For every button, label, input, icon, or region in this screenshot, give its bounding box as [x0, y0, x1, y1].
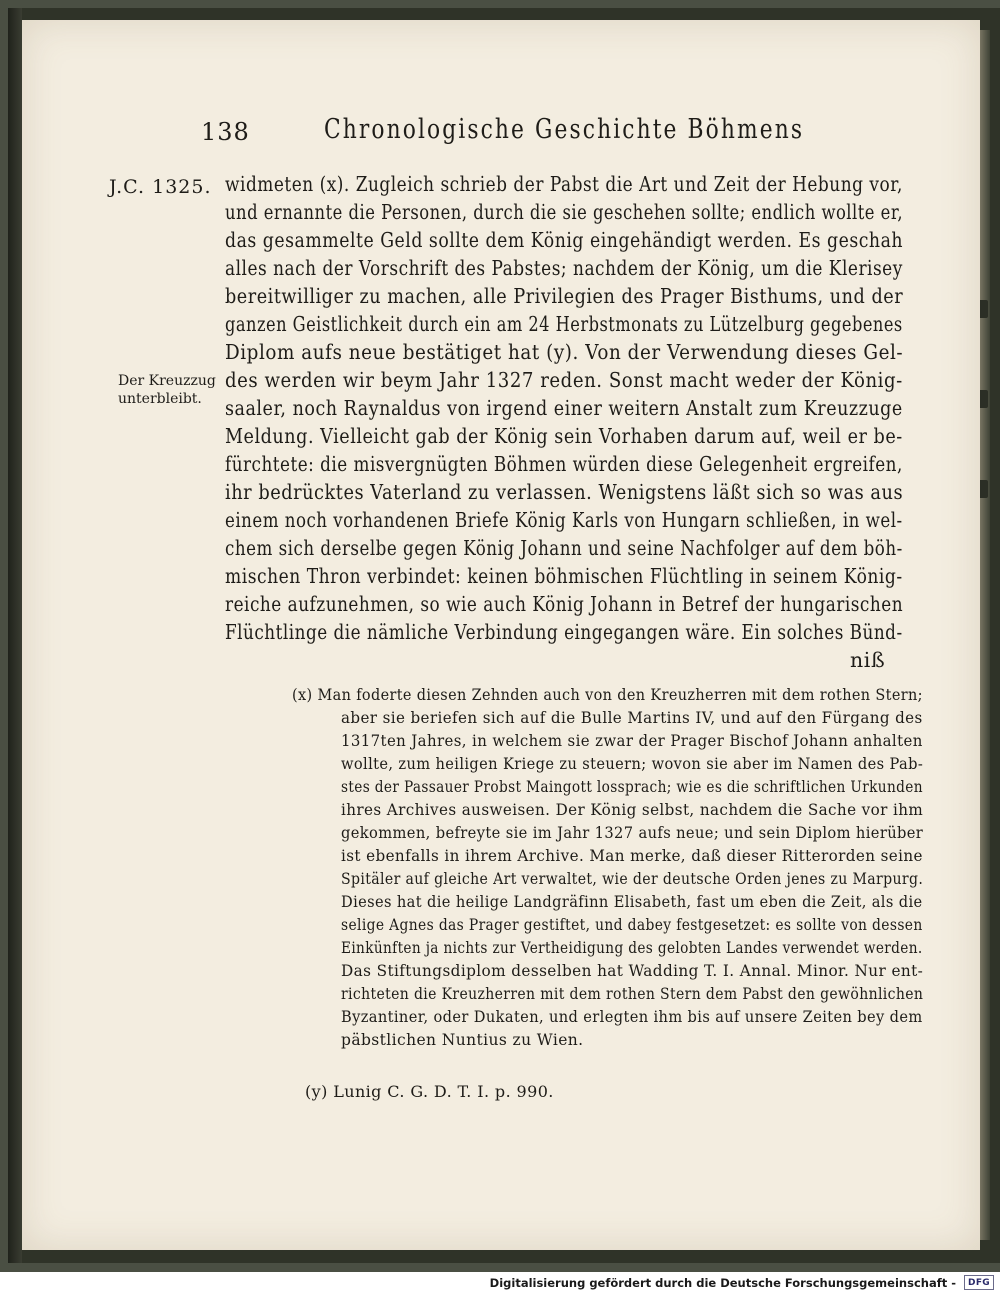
- page-binding-edge: [8, 8, 22, 1263]
- catchword: niß: [850, 648, 886, 672]
- footnote-line: Einkünften ja nichts zur Vertheidigung des gelobten Landes verwendet werden.: [341, 939, 923, 957]
- footnote-line: ihres Archives ausweisen. Der König selbst, nachdem die Sache vor ihm: [341, 801, 924, 819]
- body-line: bereitwilliger zu machen, alle Privilegien des Prager Bisthums, und der: [225, 284, 904, 308]
- footnote-line: aber sie beriefen sich auf die Bulle Martins IV, und auf den Fürgang des: [341, 709, 923, 727]
- body-line: reiche aufzunehmen, so wie auch König Johann in Betref der hungarischen: [225, 592, 904, 616]
- body-line: Diplom aufs neue bestätiget hat (y). Von der Verwendung dieses Gel-: [225, 340, 904, 364]
- body-line: einem noch vorhandenen Briefe König Karls von Hungarn schließen, in wel-: [225, 508, 903, 532]
- footnote-line: Byzantiner, oder Dukaten, und erlegten ihm bis auf unsere Zeiten bey dem: [341, 1008, 923, 1026]
- margin-note-line: unterbleibt.: [118, 391, 202, 407]
- body-line: saaler, noch Raynaldus von irgend einer weitern Anstalt zum Kreuzzuge: [225, 396, 903, 420]
- footnote-line: richteten die Kreuzherren mit dem rothen Stern dem Pabst den gewöhnlichen: [341, 985, 924, 1003]
- body-line: alles nach der Vorschrift des Pabstes; nachdem der König, um die Klerisey: [225, 256, 903, 280]
- body-line: widmeten (x). Zugleich schrieb der Pabst die Art und Zeit der Hebung vor,: [225, 172, 903, 196]
- footnote-line: Dieses hat die heilige Landgräfinn Elisabeth, fast um eben die Zeit, als die: [341, 893, 923, 911]
- body-line: des werden wir beym Jahr 1327 reden. Sonst macht weder der König-: [225, 368, 903, 392]
- footnote-line: stes der Passauer Probst Maingott lossprach; wie es die schriftlichen Urkunden: [341, 778, 923, 796]
- funding-credit: Digitalisierung gefördert durch die Deutsche Forschungsgemeinschaft -: [489, 1276, 956, 1290]
- footnote-line: Spitäler auf gleiche Art verwaltet, wie der deutsche Orden jenes zu Marpurg.: [341, 870, 924, 888]
- footnote-line: 1317ten Jahres, in welchem sie zwar der Prager Bischof Johann anhalten: [341, 732, 923, 750]
- page-number: 138: [201, 118, 250, 146]
- footnote-line: Das Stiftungsdiplom desselben hat Wadding T. I. Annal. Minor. Nur ent-: [341, 962, 924, 980]
- footnote-line: ist ebenfalls in ihrem Archive. Man merke, daß dieser Ritterorden seine: [341, 847, 923, 865]
- footnote-line: wollte, zum heiligen Kriege zu steuern; wovon sie aber im Namen des Pab-: [341, 755, 924, 773]
- footnote-line: (x) Man foderte diesen Zehnden auch von den Kreuzherren mit dem rothen Stern;: [292, 686, 923, 704]
- body-line: chem sich derselbe gegen König Johann und seine Nachfolger auf dem böh-: [225, 536, 903, 560]
- running-title: Chronologische Geschichte Böhmens: [324, 114, 805, 145]
- footnote-line: selige Agnes das Prager gestiftet, und dabey festgesetzet: es sollte von dessen: [341, 916, 923, 934]
- footnote-line: gekommen, befreyte sie im Jahr 1327 aufs neue; und sein Diplom hierüber: [341, 824, 924, 842]
- margin-date: J.C. 1325.: [109, 176, 212, 198]
- body-line: fürchtete: die misvergnügten Böhmen würden diese Gelegenheit ergreifen,: [225, 452, 903, 476]
- footnote-y: (y) Lunig C. G. D. T. I. p. 990.: [305, 1082, 554, 1101]
- dfg-logo: DFG: [964, 1275, 994, 1290]
- body-line: Flüchtlinge die nämliche Verbindung eingegangen wäre. Ein solches Bünd-: [225, 620, 903, 644]
- footnote-line: päbstlichen Nuntius zu Wien.: [341, 1031, 584, 1049]
- body-line: ihr bedrücktes Vaterland zu verlassen. Wenigstens läßt sich so was aus: [225, 480, 904, 504]
- margin-note-line: Der Kreuzzug: [118, 373, 216, 389]
- body-line: das gesammelte Geld sollte dem König eingehändigt werden. Es geschah: [225, 228, 904, 252]
- body-line: mischen Thron verbindet: keinen böhmischen Flüchtling in seinem König-: [225, 564, 903, 588]
- body-line: ganzen Geistlichkeit durch ein am 24 Herbstmonats zu Lützelburg gegebenes: [225, 312, 903, 336]
- body-line: Meldung. Vielleicht gab der König sein Vorhaben darum auf, weil er be-: [225, 424, 903, 448]
- body-line: und ernannte die Personen, durch die sie geschehen sollte; endlich wollte er,: [225, 200, 904, 224]
